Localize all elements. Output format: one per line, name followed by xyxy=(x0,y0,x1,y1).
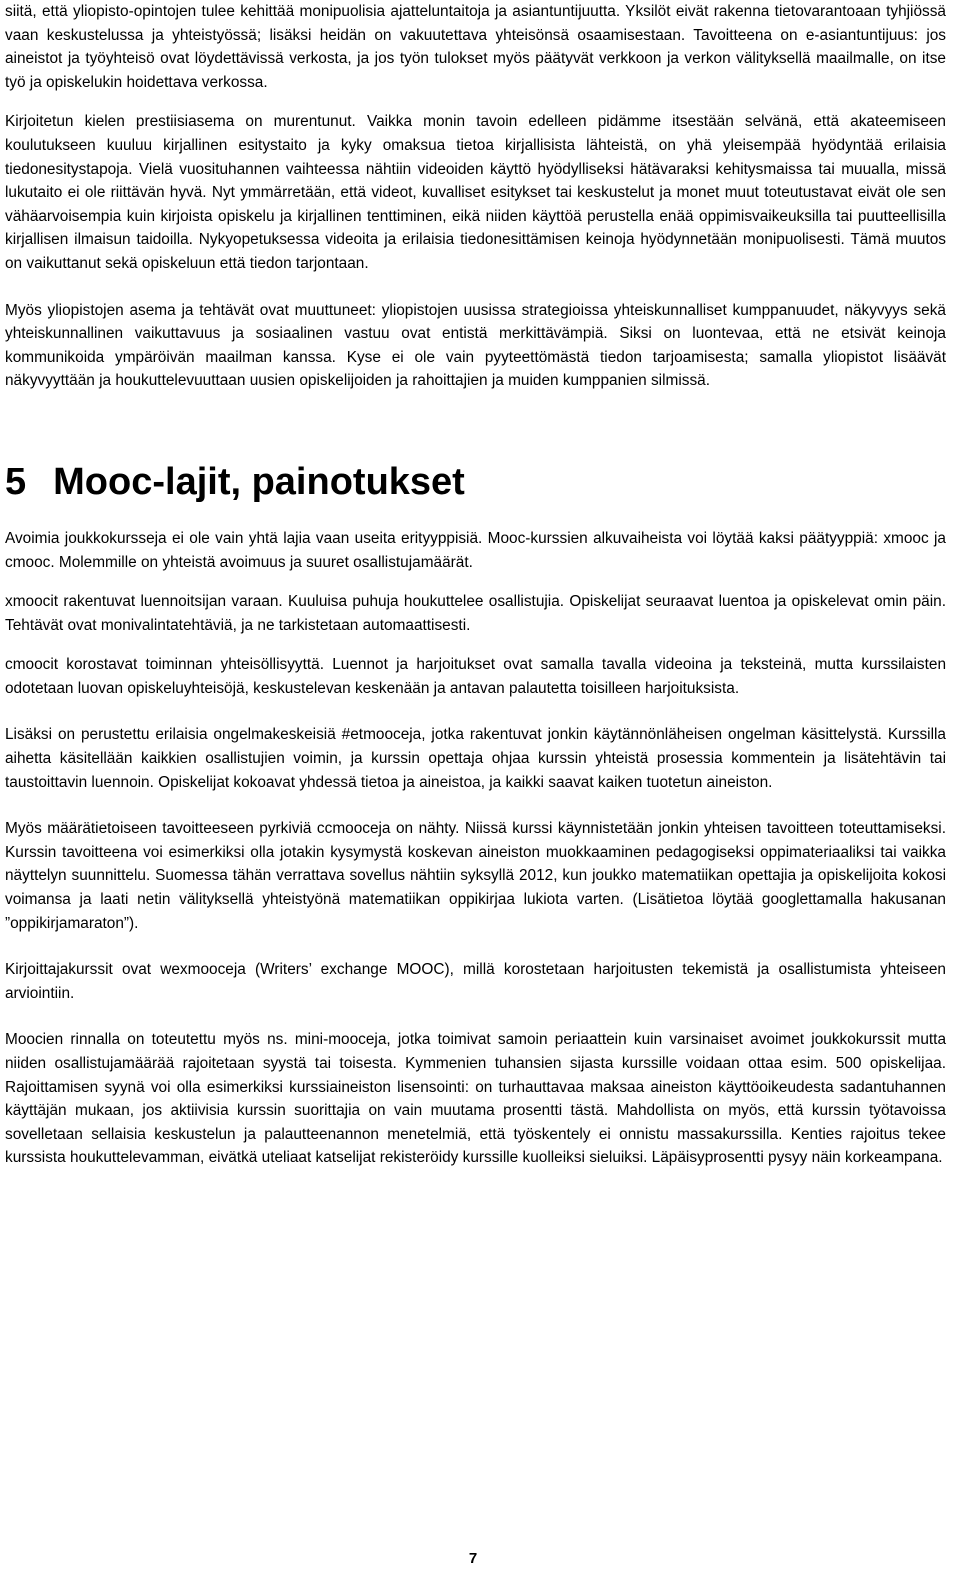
page-number: 7 xyxy=(468,1550,478,1567)
document-page xyxy=(5,0,946,1170)
section-number: 5 xyxy=(5,460,27,503)
section-paragraph-3: cmoocit korostavat toiminnan yhteisöllisyyttä. Luennot ja harjoitukset ovat samalla tavalla videoina ja teksteinä, mutta kurssilaisten odotetaan luovan opiskeluyhteisöjä, keskustelevan keskenään ja antavan palautetta toisilleen harjoituksista. xyxy=(5,656,946,697)
section-paragraph-5: Myös määrätietoiseen tavoitteeseen pyrkiviä ccmooceja on nähty. Niissä kurssi käynnistetään jonkin yhteisen tavoitteen toteuttamiseksi. Kurssin tavoitteena voi esimerkiksi olla jotakin kysymystä koskevan aineiston muokkaaminen pedagogiseksi oppimateriaaliksi tai vaikka näyttelyn suunnittelu. Suomessa tähän verrattava sovellus nähtiin syksyllä 2012, kun joukko matematiikan opettajia ja opiskelijoita kokosi voimansa ja laati netin välityksellä yhteistyönä matematiikan oppikirjaa lukiota varten. (Lisätietoa löytää googlettamalla hakusanan ”oppikirjamaraton”). xyxy=(5,820,946,932)
section-heading xyxy=(5,459,946,505)
section-paragraph-1: Avoimia joukkokursseja ei ole vain yhtä lajia vaan useita erityyppisiä. Mooc-kurssien alkuvaiheista voi löytää kaksi päätyyppiä: xmooc ja cmooc. Molemmille on yhteistä avoimuus ja suuret osallistujamäärät. xyxy=(5,529,946,571)
section-paragraph-4: Lisäksi on perustettu erilaisia ongelmakeskeisiä #etmooceja, jotka rakentuvat jonkin käytännönläheisen ongelman käsittelystä. Kurssilla aihetta käsitellään kaikkien osallistujien voimin, ja kurssin opettaja ohjaa kurssin yhteistä prosessia kommentein ja lisätehtävin tai taustoittavin luennoin. Opiskelijat kokoavat yhdessä tietoa ja aineistoa, ja kaikki saavat kaiken tuotetun aineiston. xyxy=(5,726,946,791)
writing-paragraph: Kirjoitetun kielen prestiisiasema on murentunut. Vaikka monin tavoin edelleen pidämme itsestään selvänä, että akateemiseen koulutukseen kuuluu kirjallinen esitystaito ja kyky omaksua tietoa kirjallisista lähteistä, on yhä yleisempää hyödyntää erilaisia tiedonesitystapoja. Vielä vuosituhannen vaihteessa nähtiin videoiden käyttö hyödylliseksi hätävaraksi kehitysmaissa tai muualla, missä lukutaito ei ole riittävän hyvä. Nyt ymmärretään, että videot, kuvalliset esitykset tai keskustelut ja monet muut toteutustavat eivät ole sen vähäarvoisempia kuin kirjoista opiskelu ja kirjallinen tenttiminen, eikä niiden käyttöä perustella enää oppimisvaikeuksilla tai puutteellisilla kirjallisen ilmaisun taidoilla. Nykyopetuksessa videoita ja erilaisia tiedonesittämisen keinoja hyödynnetään monipuolisesti. Tämä muutos on vaikuttanut sekä opiskeluun että tiedon tarjontaan. xyxy=(5,113,946,272)
section-paragraph-2: xmoocit rakentuvat luennoitsijan varaan. Kuuluisa puhuja houkuttelee osallistujia. Opiskelijat seuraavat luentoa ja opiskelevat omin päin. Tehtävät ovat monivalintatehtäviä, ja ne tarkistetaan automaattisesti. xyxy=(5,593,946,634)
section-title: Mooc-lajit, painotukset xyxy=(53,460,465,503)
section-paragraph-6: Kirjoittajakurssit ovat wexmooceja (Writers’ exchange MOOC), millä korostetaan harjoitusten tekemistä ja osallistumista yhteiseen arviointiin. xyxy=(5,961,946,1002)
section-paragraph-7: Moocien rinnalla on toteutettu myös ns. mini-mooceja, jotka toimivat samoin periaattein kuin varsinaiset avoimet joukkokurssit mutta niiden osallistujamäärää rajoitetaan syystä tai toisesta. Kymmenien tuhansien sijasta kurssille voidaan ottaa esim. 500 opiskelijaa. Rajoittamisen syynä voi olla esimerkiksi kurssiaineiston lisensointi: on turhauttavaa maksaa aineiston käyttöoikeudesta sadantuhannen käyttäjän mukaan, jos aktiivisia kurssin suorittajia on vain muutama prosentti tästä. Mahdollista on myös, että kurssin työtavoissa sovelletaan sellaisia keskustelun ja palautteenannon menetelmiä, että työskentely ei onnistu massakurssilla. Kenties rajoitus tekee kurssista houkuttelevamman, eivätkä uteliaat katselijat rekisteröidy kurssille kuolleiksi sieluiksi. Läpäisyprosentti pysyy näin korkeampana. xyxy=(5,1031,946,1167)
intro-paragraph: siitä, että yliopisto-opintojen tulee kehittää monipuolisia ajatteluntaitoja ja asiantuntijuutta. Yksilöt eivät rakenna tietovarantoaan tyhjiössä vaan keskustelussa ja yhteistyössä; lisäksi heidän on vakuutettava yhteisönsä osaamisestaan. Tavoitteena on e-asiantuntijuus: jos aineistot ja työyhteisö ovat löydettävissä verkosta, ja jos työn tulokset myös päätyvät verkkoon ja verkon välityksellä maailmalle, on itse työ ja opiskelukin hoidettava verkossa. xyxy=(5,3,946,91)
universities-paragraph: Myös yliopistojen asema ja tehtävät ovat muuttuneet: yliopistojen uusissa strategioissa yhteiskunnalliset kumppanuudet, näkyvyys sekä yhteiskunnallinen vaikuttavuus ja sosiaalinen vastuu ovat entistä merkittävämpiä. Siksi on luontevaa, että ne etsivät keinoja kommunikoida ympäröivän maailman kanssa. Kyse ei ole vain pyyteettömästä tiedon tarjoamisesta; samalla yliopistot lisäävät näkyvyyttään ja houkuttelevuuttaan uusien opiskelijoiden ja rahoittajien ja muiden kumppanien silmissä. xyxy=(5,301,946,390)
